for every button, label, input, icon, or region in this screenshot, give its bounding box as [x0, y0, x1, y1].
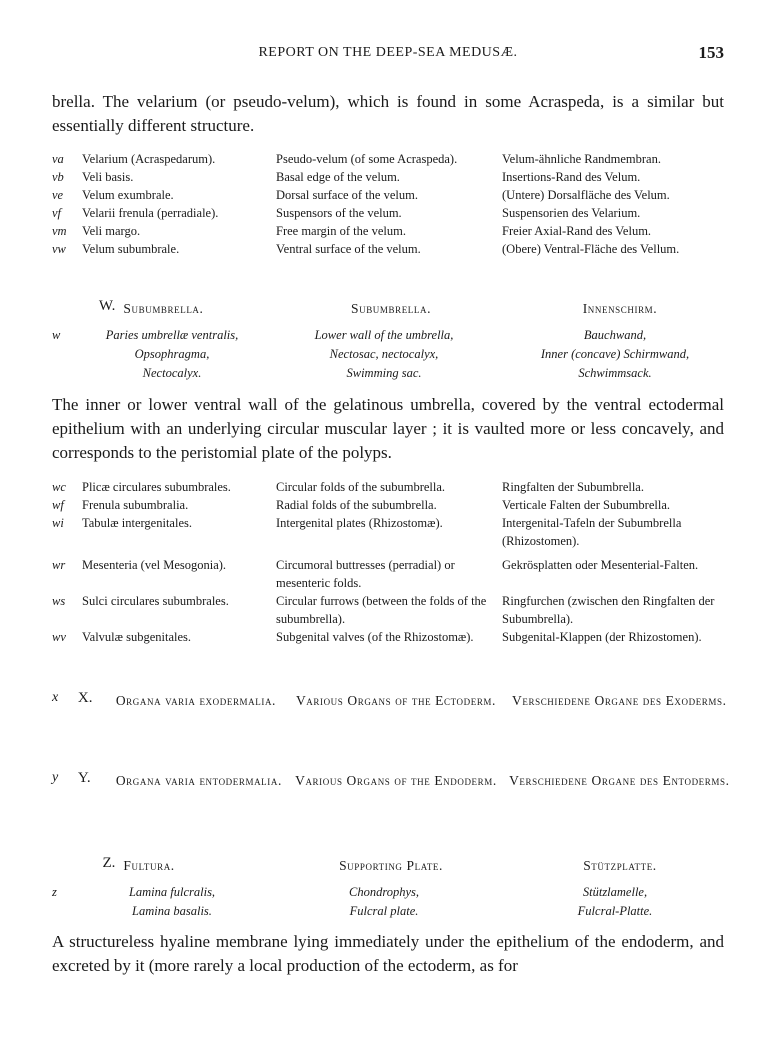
synonym-latin: Nectocalyx. — [142, 366, 202, 380]
term-german: Freier Axial-Rand des Velum. — [502, 224, 652, 238]
table-row — [52, 204, 732, 222]
section-heading-row — [52, 770, 732, 792]
term-german: Ringfalten der Subumbrella. — [502, 480, 644, 494]
term-english: Basal edge of the velum. — [276, 170, 400, 184]
velum-terms-table — [52, 150, 732, 258]
synonym-english: Fulcral plate. — [349, 904, 419, 918]
term-german: Ringfurchen (zwischen den Ringfalten der Subumbrella). — [502, 594, 715, 626]
table-row — [52, 240, 732, 258]
section-letter: z — [52, 885, 57, 899]
paragraph-subumbrella: The inner or lower ventral wall of the gelatinous umbrella, covered by the ventral ectodermal epithelium with an underlying circular muscular layer ; it is vaulted more or less concavely, and corresponds to the peristomial plate of the polyps. — [52, 395, 724, 462]
section-title-latin: Organa varia entodermalia. — [115, 773, 282, 788]
section-title-english: Subumbrella. — [350, 301, 432, 316]
synonym-row — [52, 326, 732, 345]
term-abbr: wf — [52, 498, 64, 512]
paragraph-supporting-plate: A structureless hyaline membrane lying immediately under the epithelium of the endoderm, and excreted by it (more rarely a local production of the ectoderm, as for — [52, 932, 724, 975]
synonym-english: Swimming sac. — [346, 366, 422, 380]
term-english: Free margin of the velum. — [276, 224, 406, 238]
term-latin: Valvulæ subgenitales. — [82, 630, 192, 644]
synonym-german: Inner (concave) Schirmwand, — [540, 347, 690, 361]
section-number: Z. — [102, 855, 116, 871]
synonym-english: Nectosac, nectocalyx, — [329, 347, 439, 361]
table-row — [52, 514, 732, 550]
section-endoderm-organs — [52, 770, 732, 792]
table-row — [52, 628, 732, 646]
term-english: Circular folds of the subumbrella. — [276, 480, 446, 494]
section-letter: x — [52, 690, 59, 705]
term-latin: Plicæ circulares subumbrales. — [82, 480, 231, 494]
synonym-german: Bauchwand, — [583, 328, 647, 342]
term-latin: Veli margo. — [82, 224, 141, 238]
term-english: Circular furrows (between the folds of the subumbrella). — [276, 594, 487, 626]
table-row — [52, 592, 732, 628]
section-title-german: Innenschirm. — [582, 301, 658, 316]
term-english: Intergenital plates (Rhizostomæ). — [276, 516, 443, 530]
synonym-german: Fulcral-Platte. — [577, 904, 653, 918]
term-abbr: wr — [52, 558, 66, 572]
synonym-latin: Lamina fulcralis, — [128, 885, 216, 899]
subumbrella-terms-table — [52, 478, 732, 646]
table-row — [52, 186, 732, 204]
term-german: Intergenital-Tafeln der Subumbrella (Rhizostomen). — [502, 516, 682, 548]
term-german: Verticale Falten der Subumbrella. — [502, 498, 670, 512]
table-row — [52, 222, 732, 240]
term-latin: Tabulæ intergenitales. — [82, 516, 192, 530]
section-supporting-plate — [52, 855, 732, 921]
term-german: Gekrösplatten oder Mesenterial-Falten. — [502, 558, 699, 572]
term-english: Suspensors of the velum. — [276, 206, 402, 220]
synonym-row — [52, 883, 732, 902]
section-title-english: Supporting Plate. — [339, 858, 443, 873]
term-abbr: wc — [52, 480, 66, 494]
synonym-latin: Paries umbrellæ ventralis, — [105, 328, 239, 342]
running-header: REPORT ON THE DEEP-SEA MEDUSÆ. — [258, 45, 518, 60]
term-english: Subgenital valves (of the Rhizostomæ). — [276, 630, 474, 644]
term-german: Subgenital-Klappen (der Rhizostomen). — [502, 630, 702, 644]
term-latin: Velarii frenula (perradiale). — [82, 206, 219, 220]
table-row — [52, 168, 732, 186]
term-abbr: ws — [52, 594, 66, 608]
section-number: Y. — [77, 770, 91, 786]
section-letter: y — [52, 770, 59, 785]
section-title-german: Verschiedene Organe des Exoderms. — [512, 693, 727, 708]
section-title-german: Verschiedene Organe des Entoderms. — [509, 773, 730, 788]
section-letter: w — [52, 328, 61, 342]
term-abbr: vb — [52, 170, 64, 184]
term-latin: Frenula subumbralia. — [82, 498, 189, 512]
term-english: Dorsal surface of the velum. — [276, 188, 418, 202]
synonym-latin: Lamina basalis. — [132, 904, 212, 918]
term-latin: Sulci circulares subumbrales. — [82, 594, 229, 608]
term-german: Insertions-Rand des Velum. — [502, 170, 641, 184]
term-latin: Velarium (Acraspedarum). — [82, 152, 216, 166]
term-german: (Untere) Dorsalfläche des Velum. — [502, 188, 670, 202]
section-title-latin: Fultura. — [123, 858, 175, 873]
paragraph-velarium: brella. The velarium (or pseudo-velum), which is found in some Acraspeda, is a similar but essentially different structure. — [52, 92, 724, 135]
section-title-latin: Subumbrella. — [123, 301, 204, 316]
table-row — [52, 150, 732, 168]
term-latin: Velum subumbrale. — [82, 242, 180, 256]
synonym-german: Schwimmsack. — [578, 366, 652, 380]
section-heading-row — [52, 690, 732, 712]
page-number: 153 — [698, 43, 724, 62]
synonym-english: Lower wall of the umbrella, — [314, 328, 454, 342]
term-abbr: vm — [52, 224, 67, 238]
term-abbr: wi — [52, 516, 64, 530]
term-latin: Veli basis. — [82, 170, 134, 184]
section-subumbrella — [52, 298, 732, 383]
term-abbr: vw — [52, 242, 66, 256]
term-english: Circumoral buttresses (perradial) or mesenteric folds. — [276, 558, 455, 590]
term-latin: Velum exumbrale. — [82, 188, 174, 202]
section-exoderm-organs — [52, 690, 732, 712]
term-latin: Mesenteria (vel Mesogonia). — [82, 558, 227, 572]
table-row — [52, 496, 732, 514]
term-german: (Obere) Ventral-Fläche des Vellum. — [502, 242, 680, 256]
section-heading-row — [52, 855, 732, 877]
section-number: W. — [98, 298, 116, 314]
section-heading-row — [52, 298, 732, 320]
term-abbr: wv — [52, 630, 66, 644]
synonym-german: Stützlamelle, — [582, 885, 648, 899]
term-german: Suspensorien des Velarium. — [502, 206, 641, 220]
section-title-english: Various Organs of the Endoderm. — [295, 773, 497, 788]
synonym-row — [52, 364, 732, 383]
term-english: Ventral surface of the velum. — [276, 242, 421, 256]
term-english: Pseudo-velum (of some Acraspeda). — [276, 152, 458, 166]
term-abbr: ve — [52, 188, 64, 202]
table-row — [52, 556, 732, 592]
synonym-english: Chondrophys, — [348, 885, 420, 899]
section-title-german: Stützplatte. — [583, 858, 657, 873]
synonym-row — [52, 345, 732, 364]
synonym-row — [52, 902, 732, 921]
table-row — [52, 478, 732, 496]
synonym-latin: Opsophragma, — [134, 347, 210, 361]
term-abbr: vf — [52, 206, 62, 220]
section-title-english: Various Organs of the Ectoderm. — [295, 693, 497, 708]
term-english: Radial folds of the subumbrella. — [276, 498, 437, 512]
term-abbr: va — [52, 152, 64, 166]
section-title-latin: Organa varia exodermalia. — [115, 693, 277, 708]
term-german: Velum-ähnliche Randmembran. — [502, 152, 661, 166]
section-number: X. — [77, 690, 93, 706]
